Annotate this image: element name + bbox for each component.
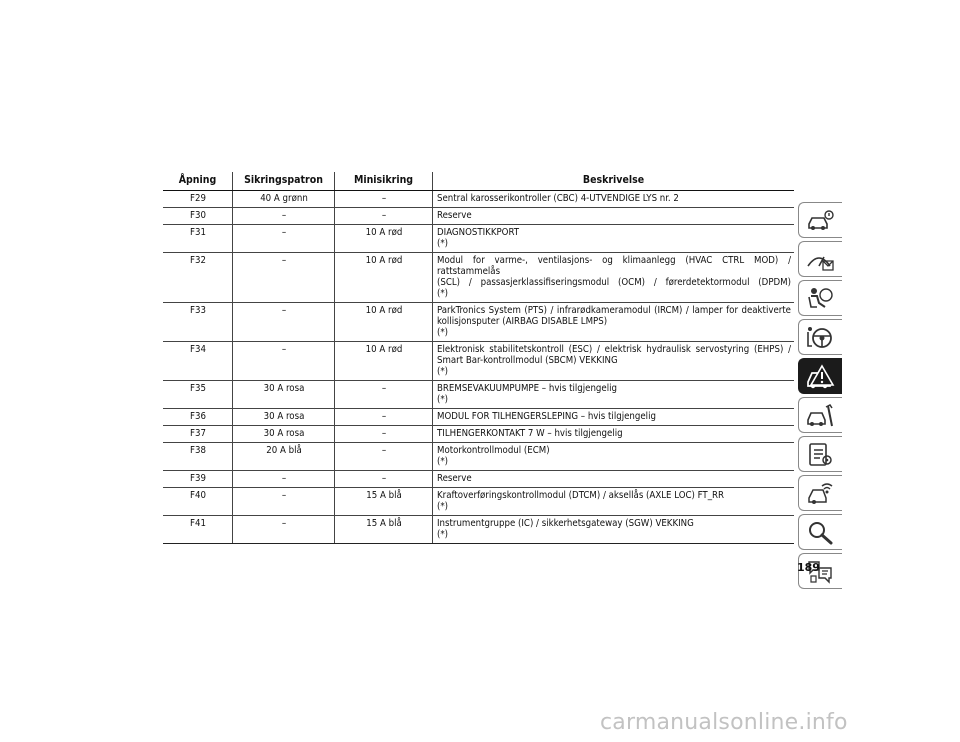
- mini-fuse-cell: –: [335, 443, 433, 471]
- opening-cell: F31: [163, 225, 233, 253]
- description-cell: [433, 471, 795, 488]
- chapter-tab-5[interactable]: [798, 358, 842, 394]
- description-line: (*): [437, 529, 449, 540]
- mini-fuse-cell: 10 A rød: [335, 342, 433, 381]
- description-line: ParkTronics System (PTS) / infrarødkameramodul (IRCM) / lamper for deaktiverte: [437, 305, 791, 316]
- description-cell: [433, 225, 795, 253]
- opening-cell: F40: [163, 488, 233, 516]
- chapter-tab-3[interactable]: [798, 280, 842, 316]
- description-cell: [433, 516, 795, 544]
- description-cell: [433, 488, 795, 516]
- mini-fuse-cell: –: [335, 409, 433, 426]
- chapter-tab-9[interactable]: [798, 514, 842, 550]
- cartridge-cell: –: [233, 253, 335, 303]
- table-row: [163, 191, 794, 208]
- header-opening: Åpning: [163, 172, 233, 191]
- description-line: Smart Bar-kontrollmodul (SBCM) VEKKING: [437, 355, 618, 366]
- description-line: BREMSEVAKUUMPUMPE – hvis tilgjengelig: [437, 383, 617, 394]
- description-line: (*): [437, 456, 449, 467]
- chapter-tab-2[interactable]: [798, 241, 842, 277]
- table-row: [163, 426, 794, 443]
- opening-cell: F35: [163, 381, 233, 409]
- description-line: TILHENGERKONTAKT 7 W – hvis tilgjengelig: [437, 428, 623, 439]
- opening-cell: F41: [163, 516, 233, 544]
- mini-fuse-cell: 10 A rød: [335, 225, 433, 253]
- description-line: (*): [437, 288, 449, 299]
- opening-cell: F34: [163, 342, 233, 381]
- table-row: [163, 342, 794, 381]
- description-cell: [433, 381, 795, 409]
- chapter-tab-7[interactable]: [798, 436, 842, 472]
- fuse-table-body: [163, 191, 794, 544]
- cartridge-cell: –: [233, 471, 335, 488]
- description-line: DIAGNOSTIKKPORT: [437, 227, 520, 238]
- table-row: [163, 208, 794, 225]
- cartridge-cell: –: [233, 488, 335, 516]
- table-row: [163, 225, 794, 253]
- mini-fuse-cell: 15 A blå: [335, 488, 433, 516]
- description-cell: [433, 191, 795, 208]
- mini-fuse-cell: 10 A rød: [335, 253, 433, 303]
- description-line: (*): [437, 501, 449, 512]
- description-line: Kraftoverføringskontrollmodul (DTCM) / aksellås (AXLE LOC) FT_RR: [437, 490, 725, 501]
- mini-fuse-cell: –: [335, 208, 433, 225]
- description-cell: [433, 443, 795, 471]
- cartridge-cell: 30 A rosa: [233, 426, 335, 443]
- description-line: Modul for varme-, ventilasjons- og klimaanlegg (HVAC CTRL MOD) / rattstammelås: [437, 255, 791, 277]
- header-mini-fuse: Minisikring: [335, 172, 433, 191]
- table-row: [163, 443, 794, 471]
- watermark: carmanualsonline.info: [600, 710, 848, 735]
- description-line: MODUL FOR TILHENGERSLEPING – hvis tilgjengelig: [437, 411, 656, 422]
- description-line: (*): [437, 394, 449, 405]
- cartridge-cell: –: [233, 303, 335, 342]
- page-number: 189: [797, 561, 820, 574]
- table-row: [163, 471, 794, 488]
- table-header-row: [163, 172, 794, 191]
- cartridge-cell: 30 A rosa: [233, 381, 335, 409]
- description-line: (*): [437, 366, 449, 377]
- mini-fuse-cell: 15 A blå: [335, 516, 433, 544]
- opening-cell: F29: [163, 191, 233, 208]
- opening-cell: F38: [163, 443, 233, 471]
- cartridge-cell: 30 A rosa: [233, 409, 335, 426]
- chapter-tabs: [798, 202, 842, 592]
- fuse-table: [163, 172, 794, 544]
- description-cell: [433, 208, 795, 225]
- opening-cell: F36: [163, 409, 233, 426]
- opening-cell: F39: [163, 471, 233, 488]
- opening-cell: F37: [163, 426, 233, 443]
- description-line: (SCL) / passasjerklassifiseringsmodul (OCM) / førerdetektormodul (DPDM): [437, 277, 791, 288]
- table-row: [163, 303, 794, 342]
- description-line: (*): [437, 238, 449, 249]
- table-row: [163, 409, 794, 426]
- description-line: Reserve: [437, 473, 472, 484]
- description-line: Motorkontrollmodul (ECM): [437, 445, 550, 456]
- cartridge-cell: –: [233, 342, 335, 381]
- table-row: [163, 253, 794, 303]
- opening-cell: F30: [163, 208, 233, 225]
- mini-fuse-cell: –: [335, 381, 433, 409]
- description-line: Elektronisk stabilitetskontroll (ESC) / elektrisk hydraulisk servostyring (EHPS) /: [437, 344, 791, 355]
- cartridge-cell: –: [233, 516, 335, 544]
- mini-fuse-cell: –: [335, 191, 433, 208]
- description-line: kollisjonsputer (AIRBAG DISABLE LMPS): [437, 316, 608, 327]
- mini-fuse-cell: 10 A rød: [335, 303, 433, 342]
- description-line: Reserve: [437, 210, 472, 221]
- description-cell: [433, 409, 795, 426]
- chapter-tab-1[interactable]: [798, 202, 842, 238]
- cartridge-cell: –: [233, 225, 335, 253]
- table-row: [163, 381, 794, 409]
- description-cell: [433, 342, 795, 381]
- description-line: (*): [437, 327, 449, 338]
- description-cell: [433, 303, 795, 342]
- table-row: [163, 488, 794, 516]
- description-line: Instrumentgruppe (IC) / sikkerhetsgateway (SGW) VEKKING: [437, 518, 694, 529]
- cartridge-cell: 40 A grønn: [233, 191, 335, 208]
- chapter-tab-6[interactable]: [798, 397, 842, 433]
- cartridge-cell: –: [233, 208, 335, 225]
- description-line: Sentral karosserikontroller (CBC) 4-UTVENDIGE LYS nr. 2: [437, 193, 679, 204]
- table-row: [163, 516, 794, 544]
- description-cell: [433, 426, 795, 443]
- mini-fuse-cell: –: [335, 426, 433, 443]
- cartridge-cell: 20 A blå: [233, 443, 335, 471]
- chapter-tab-8[interactable]: [798, 475, 842, 511]
- header-description: Beskrivelse: [433, 172, 795, 191]
- header-cartridge: Sikringspatron: [233, 172, 335, 191]
- chapter-tab-4[interactable]: [798, 319, 842, 355]
- description-cell: [433, 253, 795, 303]
- opening-cell: F32: [163, 253, 233, 303]
- mini-fuse-cell: –: [335, 471, 433, 488]
- opening-cell: F33: [163, 303, 233, 342]
